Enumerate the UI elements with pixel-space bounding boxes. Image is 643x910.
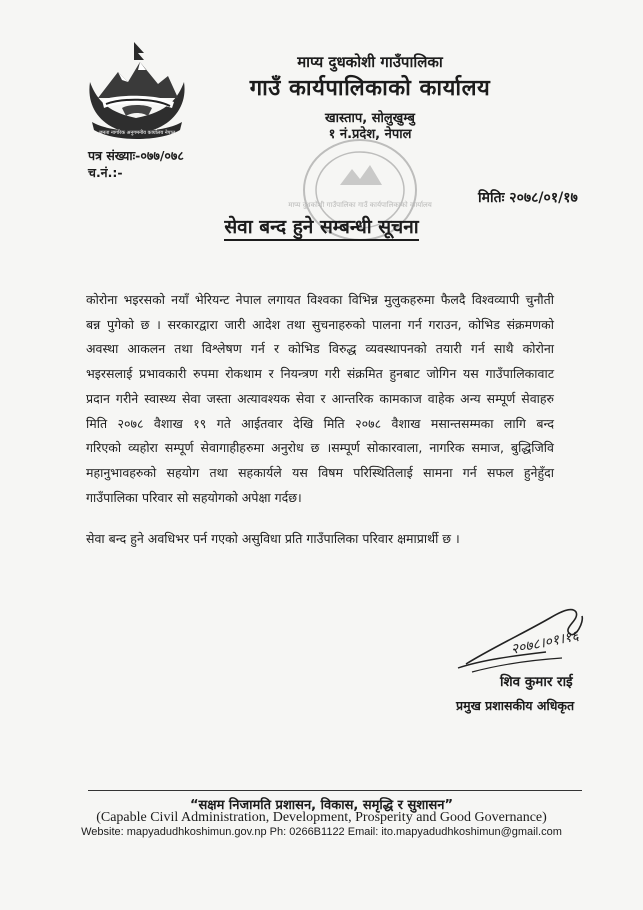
subject-text: सेवा बन्द हुने सम्बन्धी सूचना (224, 216, 418, 241)
signer-name: शिव कुमार राई (500, 674, 573, 690)
motto-nepali: “सक्षम निजामति प्रशासन, विकास, समृद्धि र सुशासन” (189, 798, 454, 813)
subject-heading (0, 213, 643, 239)
letter-number: पत्र संख्याः-०७७/०७८ (88, 148, 184, 163)
body-line: मिति २०७८ वैशाख १९ गते आईतवार देखि मिति २०७८ वैशाख मसान्तसम्मका लागि बन्द (86, 415, 554, 431)
apology-note: सेवा बन्द हुने अवधिभर पर्न गएको असुविधा प्रति गाउँपालिका परिवार क्षमाप्रार्थी छ । (86, 531, 460, 546)
body-line: भइरसलाई प्रभावकारी रुपमा रोकथाम र नियन्त्रण गरी संक्रमित हुनबाट जोगिन यस गाउँपालिकावाट (86, 366, 554, 382)
emblem-caption: जनता नागरिक अनुगमनीय कार्यालय नेपाल (98, 130, 176, 136)
address-line-1: खास्ताप, सोलुखुम्बु (325, 111, 415, 126)
address-line-2: १ नं.प्रदेश, नेपाल (328, 127, 412, 142)
nepal-emblem-icon (78, 38, 196, 144)
footer-divider (88, 790, 582, 791)
office-title: गाउँ कार्यपालिकाको कार्यालय (249, 76, 491, 101)
body-line: अवस्था आकलन तथा विश्लेषण गर्न र कोभिड विरुद्ध व्यवस्थापनको तयारी गर्न साथै कोरोना (86, 341, 554, 357)
body-line: गाउँपालिका परिवार सो सहयोगको अपेक्षा गर्दछ। (86, 489, 302, 505)
contact-info: Website: mapyadudhkoshimun.gov.np Ph: 0266B1122 Email: ito.mapyadudhkoshimun@gmail.com (81, 826, 562, 838)
body-line: प्रदान गरीने स्वास्थ्य सेवा जस्ता अत्यावश्यक सेवा र आन्तरिक कामकाज वाहेक अन्य सम्पूर्ण सेवाहरु (86, 390, 554, 406)
body-line: कोरोना भइरसको नयाँ भेरियन्ट नेपाल लगायत विश्वका विभिन्न मुलुकहरुमा फैलदै विश्वव्यापी चुनौती (86, 292, 554, 307)
municipality-name: माप्य दुधकोशी गाउँपालिका (297, 53, 443, 71)
body-line: बन्न पुगेको छ । सरकारद्वारा जारी आदेश तथा सुचनाहरुको पालना गर्न गराउन, कोभिड संक्रमणको (86, 316, 554, 332)
dispatch-number: च.नं.:- (88, 165, 123, 180)
body-line: महानुभावहरुको सहयोग तथा सहकार्यले यस विषम परिस्थितिलाई सामना गर्न सफल हुनेहुँदा (86, 464, 554, 480)
signer-title: प्रमुख प्रशासकीय अधिकृत (456, 698, 575, 713)
handwritten-signature-icon (452, 598, 602, 678)
letter-date: मितिः २०७८/०१/१७ (478, 190, 578, 206)
motto-english: (Capable Civil Administration, Development, Prosperity and Good Governance) (96, 810, 547, 825)
signature-date: २०७८।०१।१६ (509, 627, 581, 658)
stamp-text: माप्य दुधकोशी गाउँपालिका गाउँ कार्यपालिकाको कार्यालय (288, 201, 432, 209)
notice-body (86, 288, 554, 510)
body-line: गरिएको व्यहोरा सम्पूर्ण सेवागाहीहरुमा अनुरोध छ ।सम्पूर्ण सोकारवाला, नागरिक समाज, बुद्धिजिवि (86, 440, 554, 456)
